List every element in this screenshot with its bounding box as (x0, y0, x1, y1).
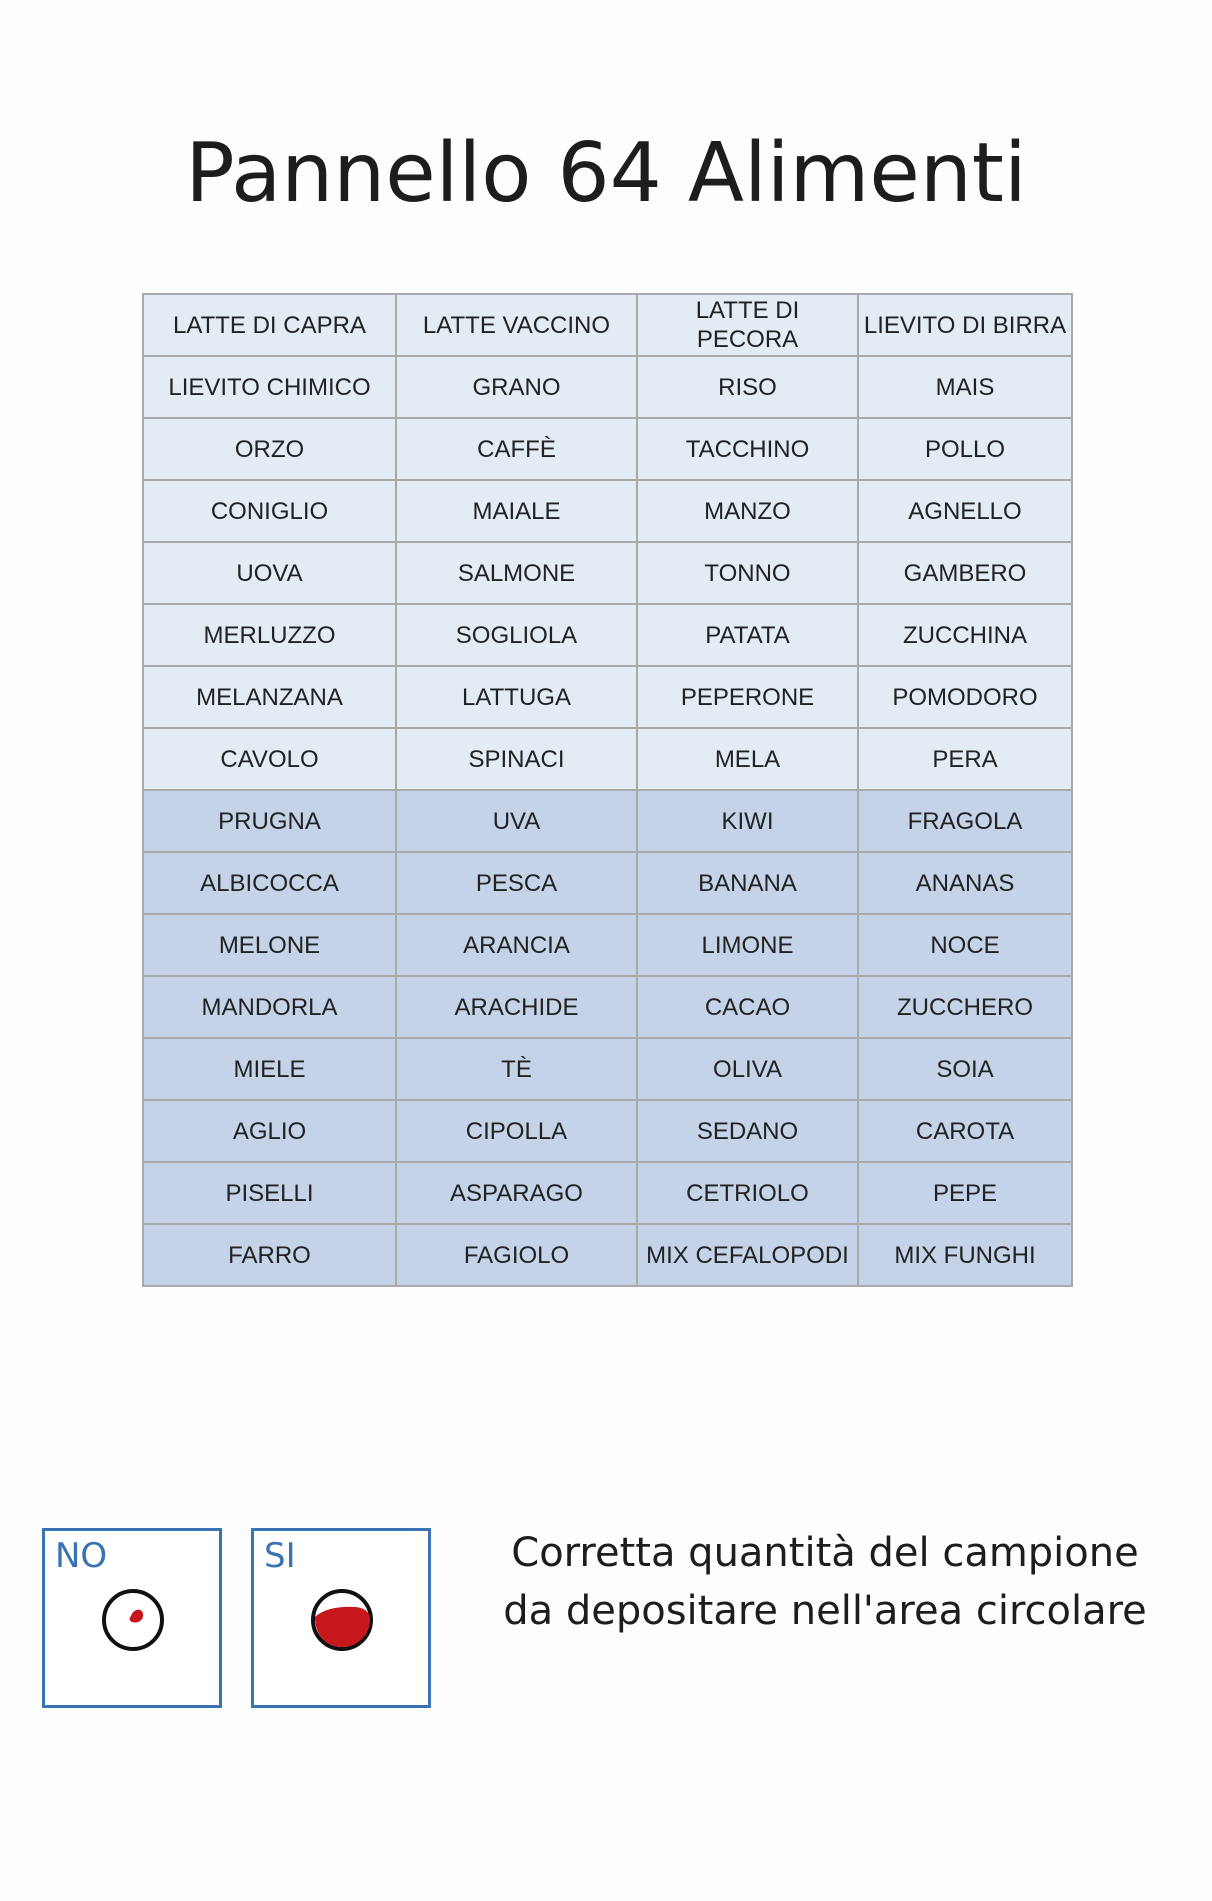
table-cell: MIX FUNGHI (858, 1224, 1072, 1286)
table-cell: OLIVA (637, 1038, 858, 1100)
table-cell: CAFFÈ (396, 418, 637, 480)
table-cell: MELONE (143, 914, 396, 976)
food-panel-table (142, 293, 1073, 1287)
table-cell: BANANA (637, 852, 858, 914)
table-cell: MANDORLA (143, 976, 396, 1038)
table-row (143, 666, 1072, 728)
table-row (143, 914, 1072, 976)
table-cell: CACAO (637, 976, 858, 1038)
table-cell: MANZO (637, 480, 858, 542)
table-cell: TACCHINO (637, 418, 858, 480)
table-row (143, 790, 1072, 852)
table-cell: UVA (396, 790, 637, 852)
table-cell: TÈ (396, 1038, 637, 1100)
table-cell: MELANZANA (143, 666, 396, 728)
table-cell: LIEVITO CHIMICO (143, 356, 396, 418)
table-cell: PESCA (396, 852, 637, 914)
table-cell: LIMONE (637, 914, 858, 976)
table-cell: ANANAS (858, 852, 1072, 914)
sample-si-box (251, 1528, 431, 1708)
table-cell: PEPERONE (637, 666, 858, 728)
table-cell: FAGIOLO (396, 1224, 637, 1286)
table-cell: CETRIOLO (637, 1162, 858, 1224)
table-cell: KIWI (637, 790, 858, 852)
table-cell: TONNO (637, 542, 858, 604)
table-cell: FRAGOLA (858, 790, 1072, 852)
table-row (143, 728, 1072, 790)
table-cell: MERLUZZO (143, 604, 396, 666)
table-cell: AGLIO (143, 1100, 396, 1162)
table-cell: POLLO (858, 418, 1072, 480)
table-row (143, 356, 1072, 418)
table-cell: GRANO (396, 356, 637, 418)
page-title: Pannello 64 Alimenti (185, 125, 1027, 221)
table-cell: ZUCCHERO (858, 976, 1072, 1038)
table-cell: PEPE (858, 1162, 1072, 1224)
table-row (143, 1100, 1072, 1162)
table-cell: LIEVITO DI BIRRA (858, 294, 1072, 356)
table-cell: CAVOLO (143, 728, 396, 790)
table-cell: MAIS (858, 356, 1072, 418)
insufficient-sample-icon (100, 1587, 166, 1653)
table-cell: SPINACI (396, 728, 637, 790)
table-cell: LATTE DI PECORA (637, 294, 858, 356)
table-cell: LATTUGA (396, 666, 637, 728)
sample-caption (480, 1524, 1170, 1640)
table-cell: AGNELLO (858, 480, 1072, 542)
table-cell: LATTE DI CAPRA (143, 294, 396, 356)
table-cell: MIELE (143, 1038, 396, 1100)
table-row (143, 480, 1072, 542)
table-row (143, 1224, 1072, 1286)
table-cell: PATATA (637, 604, 858, 666)
table-cell: PERA (858, 728, 1072, 790)
table-cell: MIX CEFALOPODI (637, 1224, 858, 1286)
table-cell: ARACHIDE (396, 976, 637, 1038)
table-row (143, 852, 1072, 914)
no-label: NO (55, 1536, 108, 1576)
table-cell: ZUCCHINA (858, 604, 1072, 666)
table-cell: ARANCIA (396, 914, 637, 976)
table-cell: CIPOLLA (396, 1100, 637, 1162)
table-cell: MAIALE (396, 480, 637, 542)
table-row (143, 976, 1072, 1038)
table-cell: ALBICOCCA (143, 852, 396, 914)
table-cell: CAROTA (858, 1100, 1072, 1162)
table-row (143, 294, 1072, 356)
caption-line-2: da depositare nell'area circolare (503, 1588, 1147, 1634)
table-cell: MELA (637, 728, 858, 790)
table-cell: LATTE VACCINO (396, 294, 637, 356)
table-cell: NOCE (858, 914, 1072, 976)
table-cell: GAMBERO (858, 542, 1072, 604)
table-cell: FARRO (143, 1224, 396, 1286)
caption-line-1: Corretta quantità del campione (511, 1530, 1139, 1576)
table-row (143, 1162, 1072, 1224)
table-cell: PRUGNA (143, 790, 396, 852)
table-cell: PISELLI (143, 1162, 396, 1224)
table-cell: UOVA (143, 542, 396, 604)
si-label: SI (264, 1536, 296, 1576)
table-row (143, 542, 1072, 604)
table-cell: CONIGLIO (143, 480, 396, 542)
table-cell: SOIA (858, 1038, 1072, 1100)
table-cell: ASPARAGO (396, 1162, 637, 1224)
table-cell: SALMONE (396, 542, 637, 604)
table-row (143, 1038, 1072, 1100)
table-cell: POMODORO (858, 666, 1072, 728)
table-cell: SOGLIOLA (396, 604, 637, 666)
table-cell: RISO (637, 356, 858, 418)
table-cell: ORZO (143, 418, 396, 480)
correct-sample-icon (309, 1587, 375, 1653)
table-row (143, 604, 1072, 666)
table-row (143, 418, 1072, 480)
sample-no-box (42, 1528, 222, 1708)
table-cell: SEDANO (637, 1100, 858, 1162)
